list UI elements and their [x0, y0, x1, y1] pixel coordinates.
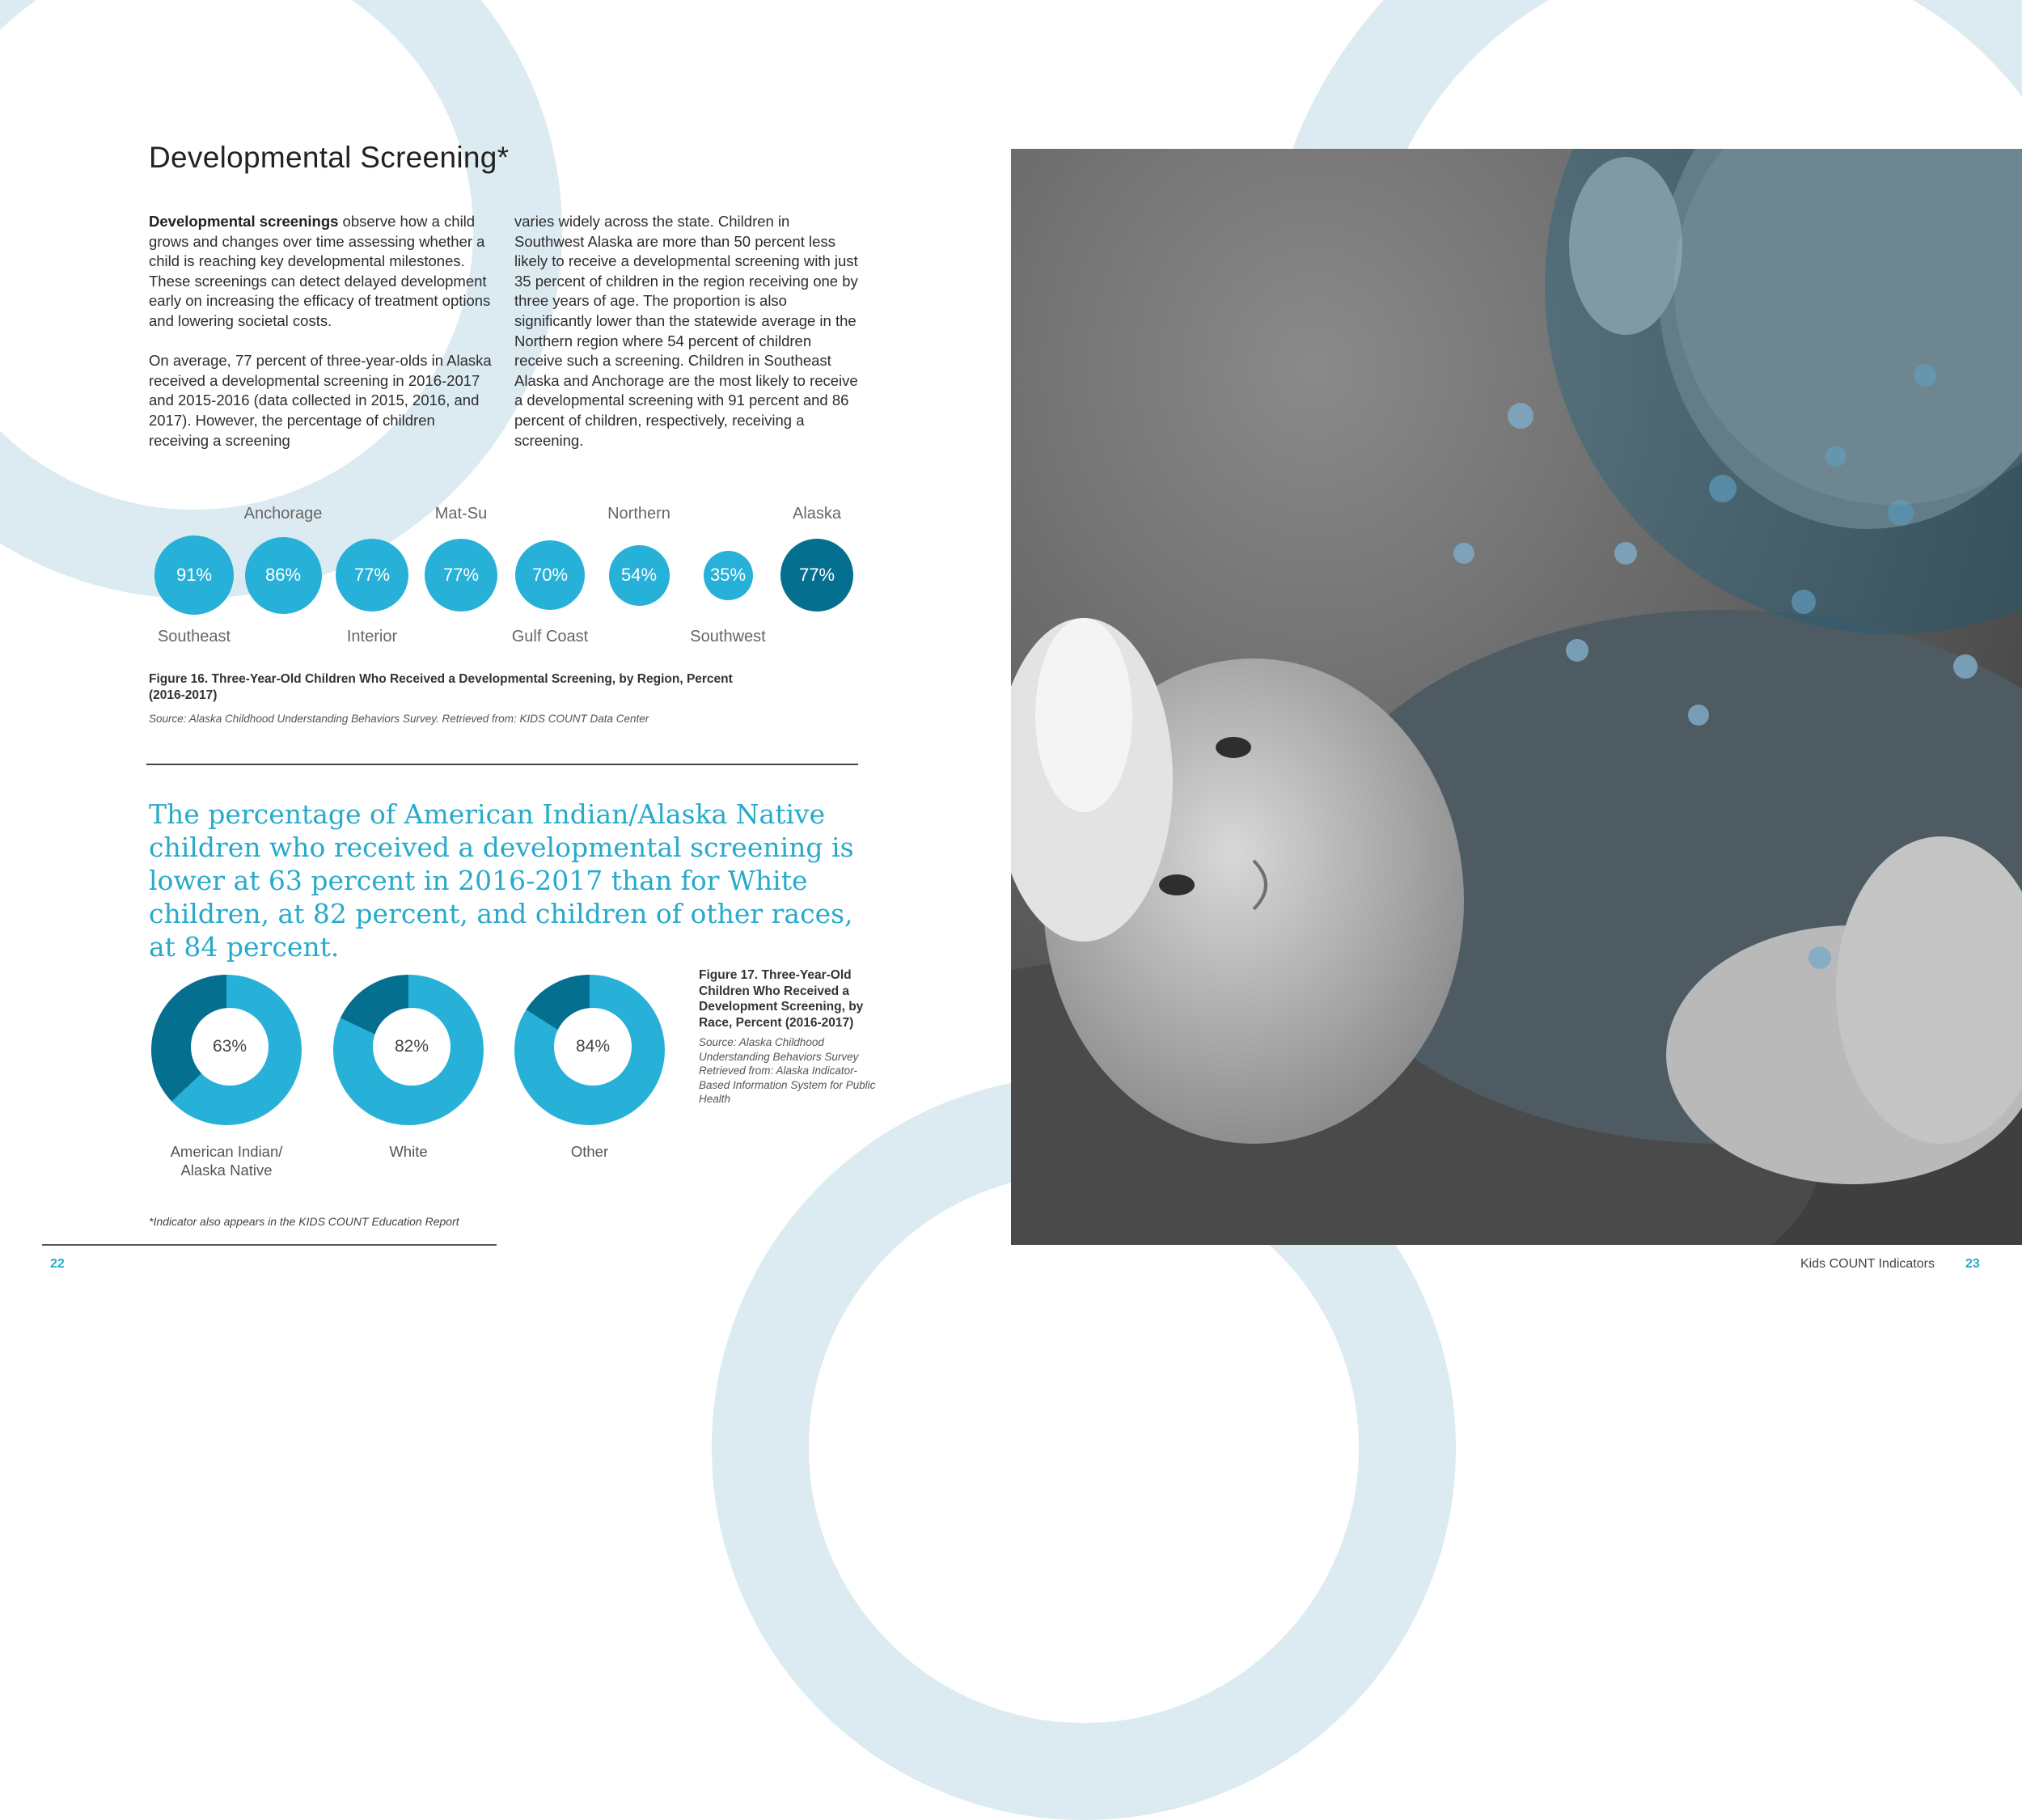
region-value-label: 35%: [709, 565, 747, 585]
region-value-label: 54%: [620, 565, 658, 585]
region-name-label: Alaska: [792, 505, 842, 523]
race-donut: [514, 975, 665, 1125]
region-bubble: [780, 539, 853, 612]
intro-lead-bold: Developmental screenings: [149, 213, 339, 230]
running-title: Kids COUNT Indicators: [1800, 1257, 1935, 1271]
figure-17-title: Figure 17. Three-Year-Old Children Who Received a Development Screening, by Race, Percent (2016-2017): [699, 968, 864, 1030]
region-bubble: [704, 551, 753, 600]
intro-paragraph-2: On average, 77 percent of three-year-olds in Alaska received a developmental screening in 2016-2017 and 2015-2016 (data collected in 2015, 2016, and 2017). However, the percentage of children receiving a screening: [149, 352, 492, 449]
region-bubble: [515, 540, 585, 610]
region-name-label: Northern: [607, 505, 670, 523]
page-number-left: 22: [50, 1257, 65, 1271]
figure-17-source: Source: Alaska Childhood Understanding Behaviors Survey Retrieved from: Alaska Indicator-Based Information System for Public Health: [699, 1036, 876, 1105]
page-number-right: 23: [1965, 1257, 1980, 1271]
region-name-label: Mat-Su: [434, 505, 488, 523]
figure-16-source: Source: Alaska Childhood Understanding Behaviors Survey. Retrieved from: KIDS COUNT Data Center: [149, 713, 649, 725]
region-name-label: Gulf Coast: [511, 628, 589, 645]
baby-photo: [1011, 149, 2022, 1245]
baby-photo-illustration: [1011, 149, 2022, 1245]
intro-paragraph-1-text: observe how a child grows and changes over time assessing whether a child is reaching key developmental milestones. These screenings can detect delayed development early on increasing the efficacy of treatment options and lowering societal costs.: [149, 213, 491, 329]
region-bubble: [425, 539, 497, 612]
intro-paragraph-3: varies widely across the state. Children in Southwest Alaska are more than 50 percent less likely to receive a developmental screening with just 35 percent of children in the region receiving one by three years of age. The proportion is also significantly lower than the statewide average in the Northern region where 54 percent of children receive such a screening. Children in Southeast Alaska and Anchorage are the most likely to receive a developmental screening with 91 percent and 86 percent of children, respectively, receiving a screening.: [514, 213, 858, 449]
region-value-label: 77%: [353, 565, 391, 585]
region-value-label: 91%: [176, 565, 213, 585]
race-donut: [333, 975, 484, 1125]
region-value-label: 77%: [798, 565, 835, 585]
figure-17-caption: [699, 967, 877, 1107]
race-donut: [151, 975, 302, 1125]
page-title: Developmental Screening*: [149, 141, 510, 174]
intro-column-2: [514, 212, 859, 471]
footer-rule: [42, 1244, 497, 1246]
region-bubble: [245, 537, 322, 614]
intro-column-1: [149, 212, 493, 471]
section-divider: [146, 764, 858, 765]
donut-category-label: American Indian/ Alaska Native: [170, 1143, 283, 1179]
region-bubble: [154, 535, 234, 615]
donut-category-label: White: [389, 1143, 428, 1160]
donut-value-label: 84%: [554, 1008, 632, 1086]
region-value-label: 77%: [442, 565, 480, 585]
region-value-label: 70%: [531, 565, 569, 585]
region-bubble: [336, 539, 408, 612]
donut-value-label: 82%: [373, 1008, 451, 1086]
pull-quote: The percentage of American Indian/Alaska Native children who received a developmental screening is lower at 63 percent in 2016-2017 than for White children, at 82 percent, and children of other races, at 84 percent.: [149, 798, 854, 963]
region-name-label: Southeast: [157, 628, 231, 645]
intro-paragraph-1: [149, 212, 493, 332]
region-bubble: [609, 545, 670, 606]
region-name-label: Anchorage: [243, 505, 323, 523]
donut-value-label: 63%: [191, 1008, 269, 1086]
region-name-label: Southwest: [690, 628, 766, 645]
figure-16-title: Figure 16. Three-Year-Old Children Who Received a Developmental Screening, by Region, Percent (2016-2017): [149, 672, 733, 702]
region-name-label: Interior: [346, 628, 398, 645]
region-value-label: 86%: [264, 565, 302, 585]
donut-category-label: Other: [570, 1143, 609, 1160]
footnote: *Indicator also appears in the KIDS COUNT Education Report: [149, 1215, 459, 1228]
